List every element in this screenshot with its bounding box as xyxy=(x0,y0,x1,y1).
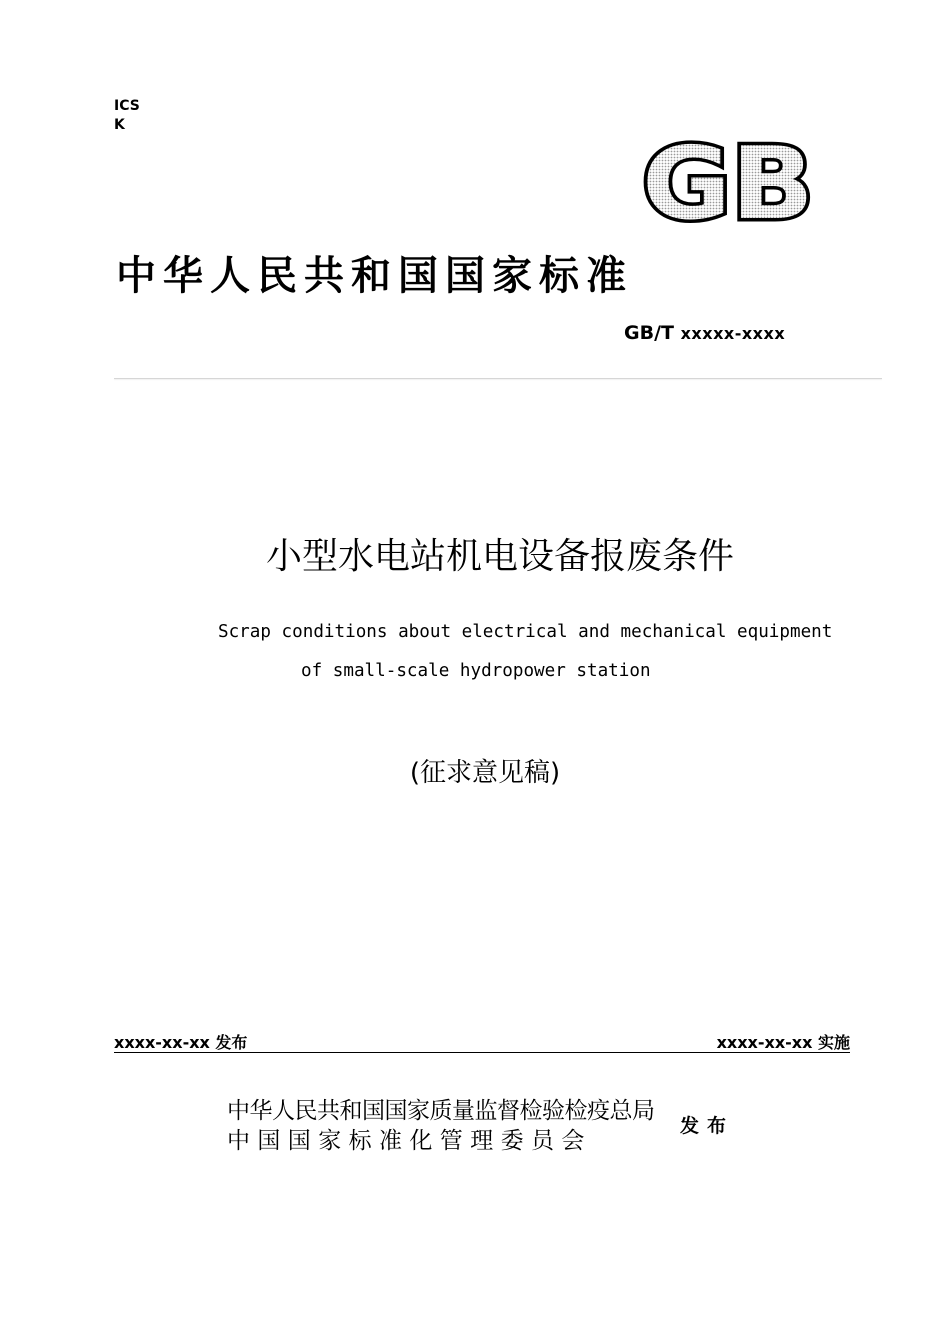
gb-logo xyxy=(640,132,818,224)
publish-date: xxxx-xx-xx 发布 xyxy=(114,1033,248,1052)
date-row xyxy=(114,1030,850,1053)
draft-status: (征求意见稿) xyxy=(409,758,561,788)
ics-label: ICS xyxy=(114,98,140,114)
ics-block xyxy=(114,97,140,135)
gb-logo-text: GB xyxy=(642,132,814,224)
class-code: K xyxy=(114,117,125,133)
implement-date: xxxx-xx-xx 实施 xyxy=(716,1033,850,1052)
document-title: 小型水电站机电设备报废条件 xyxy=(265,536,734,577)
english-title-line2: of small-scale hydropower station xyxy=(301,661,651,681)
issuer-line1: 中华人民共和国国家质量监督检验检疫总局 xyxy=(227,1098,655,1124)
code-prefix: GB/T xyxy=(624,322,674,344)
standard-code xyxy=(624,322,785,344)
code-number: xxxxx-xxxx xyxy=(680,324,786,343)
header-divider xyxy=(114,378,882,379)
issue-action: 发布 xyxy=(680,1115,735,1137)
issuer-line2: 中国国家标准化管理委员会 xyxy=(227,1128,592,1154)
national-standard-title: 中华人民共和国国家标准 xyxy=(116,252,633,299)
english-title-line1: Scrap conditions about electrical and mechanical equipment xyxy=(218,622,833,642)
